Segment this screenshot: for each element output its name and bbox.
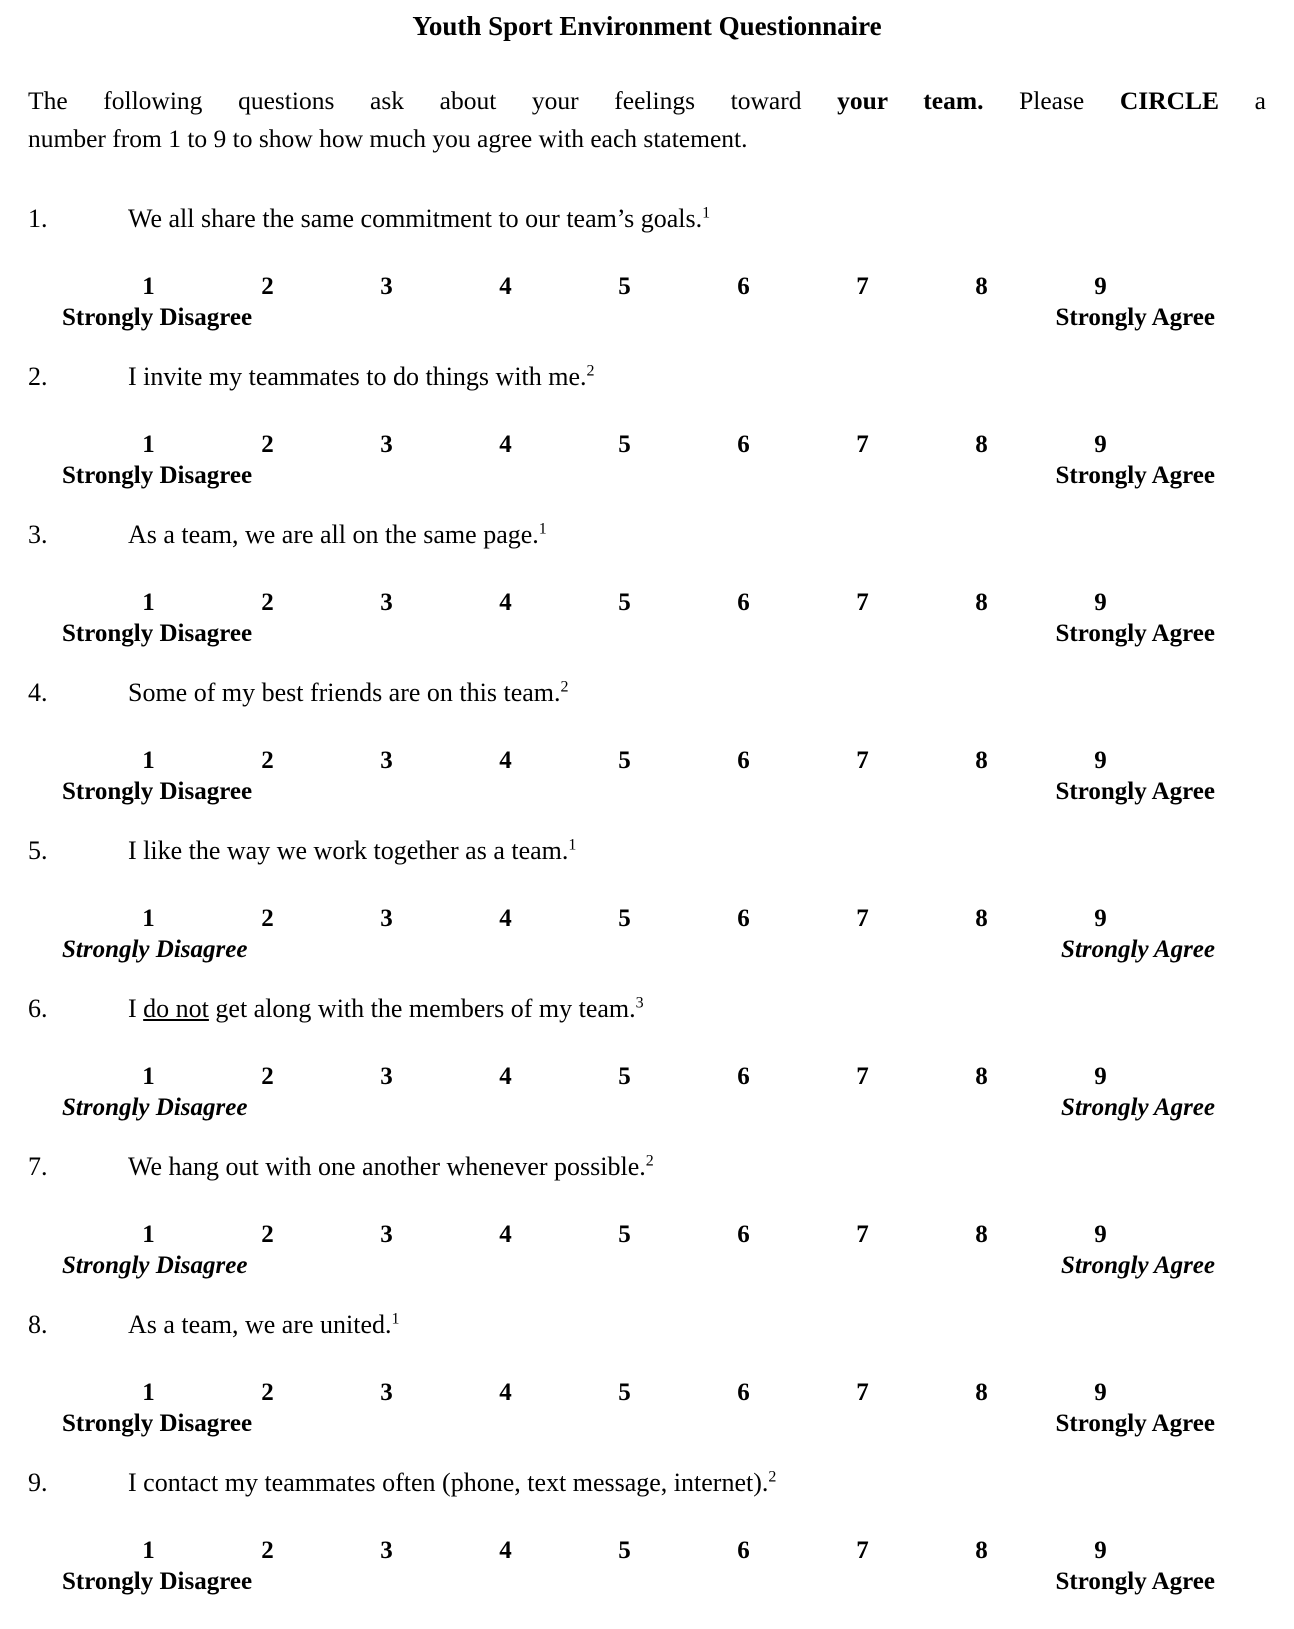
question-text xyxy=(128,834,576,868)
scale-label-strongly-agree: Strongly Agree xyxy=(1055,1568,1215,1595)
scale-number-4[interactable]: 4 xyxy=(499,589,512,616)
scale-number-3[interactable]: 3 xyxy=(380,1537,393,1564)
scale-number-2[interactable]: 2 xyxy=(261,1063,274,1090)
question-text-segment: We hang out with one another whenever possible. xyxy=(128,1152,646,1181)
rating-scale-labels xyxy=(28,460,1266,492)
footnote-superscript: 1 xyxy=(391,1310,400,1328)
rating-scale xyxy=(28,430,1266,492)
scale-number-1[interactable]: 1 xyxy=(142,1063,155,1090)
scale-number-8[interactable]: 8 xyxy=(975,273,988,300)
scale-number-4[interactable]: 4 xyxy=(499,905,512,932)
scale-number-5[interactable]: 5 xyxy=(618,1221,631,1248)
scale-number-8[interactable]: 8 xyxy=(975,1063,988,1090)
scale-label-strongly-disagree: Strongly Disagree xyxy=(62,778,253,805)
scale-number-2[interactable]: 2 xyxy=(261,1379,274,1406)
rating-scale-labels xyxy=(28,302,1266,334)
scale-label-strongly-agree: Strongly Agree xyxy=(1055,778,1215,805)
question-block-1 xyxy=(28,202,1266,334)
scale-number-1[interactable]: 1 xyxy=(142,431,155,458)
rating-scale-numbers xyxy=(89,1378,1266,1408)
scale-number-1[interactable]: 1 xyxy=(142,1379,155,1406)
question-number: 6. xyxy=(28,994,48,1023)
question-line xyxy=(28,202,1266,236)
rating-scale-numbers xyxy=(89,746,1266,776)
scale-label-strongly-disagree: Strongly Disagree xyxy=(62,462,253,489)
scale-number-3[interactable]: 3 xyxy=(380,1379,393,1406)
scale-number-1[interactable]: 1 xyxy=(142,1221,155,1248)
question-list xyxy=(28,202,1266,1598)
scale-number-2[interactable]: 2 xyxy=(261,589,274,616)
question-number: 2. xyxy=(28,362,48,391)
intro-bold-your-team: your team. xyxy=(837,86,984,115)
question-block-3 xyxy=(28,518,1266,650)
question-number: 9. xyxy=(28,1468,48,1497)
scale-number-5[interactable]: 5 xyxy=(618,1537,631,1564)
scale-number-2[interactable]: 2 xyxy=(261,1537,274,1564)
scale-label-strongly-agree: Strongly Agree xyxy=(1061,1252,1215,1279)
scale-number-2[interactable]: 2 xyxy=(261,1221,274,1248)
rating-scale-numbers xyxy=(89,1062,1266,1092)
scale-number-8[interactable]: 8 xyxy=(975,747,988,774)
scale-number-4[interactable]: 4 xyxy=(499,1063,512,1090)
question-text xyxy=(128,202,710,236)
intro-text: a xyxy=(1219,86,1266,115)
scale-number-7[interactable]: 7 xyxy=(856,273,869,300)
question-number: 4. xyxy=(28,678,48,707)
scale-number-5[interactable]: 5 xyxy=(618,747,631,774)
question-line xyxy=(28,1150,1266,1184)
scale-number-5[interactable]: 5 xyxy=(618,589,631,616)
scale-number-6[interactable]: 6 xyxy=(737,905,750,932)
scale-number-7[interactable]: 7 xyxy=(856,431,869,458)
scale-number-1[interactable]: 1 xyxy=(142,905,155,932)
question-text xyxy=(128,360,595,394)
scale-number-5[interactable]: 5 xyxy=(618,273,631,300)
scale-number-2[interactable]: 2 xyxy=(261,431,274,458)
scale-number-8[interactable]: 8 xyxy=(975,589,988,616)
rating-scale xyxy=(28,272,1266,334)
scale-number-4[interactable]: 4 xyxy=(499,273,512,300)
scale-number-9[interactable]: 9 xyxy=(1094,747,1107,774)
question-line xyxy=(28,834,1266,868)
scale-number-5[interactable]: 5 xyxy=(618,905,631,932)
scale-number-6[interactable]: 6 xyxy=(737,431,750,458)
rating-scale xyxy=(28,1062,1266,1124)
question-text-segment: We all share the same commitment to our team’s goals. xyxy=(128,204,703,233)
scale-label-strongly-agree: Strongly Agree xyxy=(1055,620,1215,647)
question-line xyxy=(28,360,1266,394)
scale-number-4[interactable]: 4 xyxy=(499,1221,512,1248)
scale-number-1[interactable]: 1 xyxy=(142,747,155,774)
scale-number-3[interactable]: 3 xyxy=(380,905,393,932)
question-number: 3. xyxy=(28,520,48,549)
scale-number-3[interactable]: 3 xyxy=(380,273,393,300)
rating-scale-labels xyxy=(28,618,1266,650)
scale-number-2[interactable]: 2 xyxy=(261,905,274,932)
scale-number-5[interactable]: 5 xyxy=(618,1379,631,1406)
scale-number-6[interactable]: 6 xyxy=(737,589,750,616)
scale-label-strongly-agree: Strongly Agree xyxy=(1055,304,1215,331)
scale-label-strongly-disagree: Strongly Disagree xyxy=(62,1568,253,1595)
question-text-underlined: do not xyxy=(143,994,209,1023)
scale-number-6[interactable]: 6 xyxy=(737,1379,750,1406)
scale-number-5[interactable]: 5 xyxy=(618,1063,631,1090)
question-number: 1. xyxy=(28,204,48,233)
rating-scale-labels xyxy=(28,1250,1266,1282)
footnote-superscript: 1 xyxy=(702,204,711,222)
scale-number-6[interactable]: 6 xyxy=(737,273,750,300)
rating-scale-labels xyxy=(28,1092,1266,1124)
question-text xyxy=(128,1308,400,1342)
question-line xyxy=(28,676,1266,710)
question-block-2 xyxy=(28,360,1266,492)
intro-line-1 xyxy=(28,82,1266,120)
question-text xyxy=(128,1150,654,1184)
scale-number-7[interactable]: 7 xyxy=(856,905,869,932)
scale-number-1[interactable]: 1 xyxy=(142,1537,155,1564)
question-text-segment: Some of my best friends are on this team. xyxy=(128,678,561,707)
scale-number-6[interactable]: 6 xyxy=(737,1063,750,1090)
scale-number-6[interactable]: 6 xyxy=(737,747,750,774)
scale-number-2[interactable]: 2 xyxy=(261,273,274,300)
rating-scale-labels xyxy=(28,1408,1266,1440)
rating-scale-numbers xyxy=(89,430,1266,460)
intro-text: The following questions ask about your feelings toward xyxy=(28,86,838,115)
footnote-superscript: 2 xyxy=(645,1152,654,1170)
intro-text: Please xyxy=(983,86,1120,115)
scale-number-7[interactable]: 7 xyxy=(856,1379,869,1406)
scale-label-strongly-disagree: Strongly Disagree xyxy=(62,936,248,963)
scale-number-8[interactable]: 8 xyxy=(975,1379,988,1406)
rating-scale-numbers xyxy=(89,588,1266,618)
footnote-superscript: 2 xyxy=(586,362,595,380)
question-text-segment: As a team, we are all on the same page. xyxy=(128,520,539,549)
question-block-8 xyxy=(28,1308,1266,1440)
scale-number-9[interactable]: 9 xyxy=(1094,1063,1107,1090)
scale-number-4[interactable]: 4 xyxy=(499,747,512,774)
scale-number-5[interactable]: 5 xyxy=(618,431,631,458)
scale-number-1[interactable]: 1 xyxy=(142,589,155,616)
question-number: 5. xyxy=(28,836,48,865)
scale-label-strongly-disagree: Strongly Disagree xyxy=(62,1410,253,1437)
scale-number-9[interactable]: 9 xyxy=(1094,1221,1107,1248)
scale-number-3[interactable]: 3 xyxy=(380,1063,393,1090)
question-text xyxy=(128,676,569,710)
intro-line-2: number from 1 to 9 to show how much you agree with each statement. xyxy=(28,124,748,153)
scale-number-6[interactable]: 6 xyxy=(737,1537,750,1564)
question-line xyxy=(28,1466,1266,1500)
page-title: Youth Sport Environment Questionnaire xyxy=(412,11,882,41)
rating-scale-numbers xyxy=(89,1536,1266,1566)
rating-scale-labels xyxy=(28,776,1266,808)
question-text-segment: I like the way we work together as a team. xyxy=(128,836,569,865)
scale-number-3[interactable]: 3 xyxy=(380,747,393,774)
scale-number-8[interactable]: 8 xyxy=(975,1537,988,1564)
scale-number-6[interactable]: 6 xyxy=(737,1221,750,1248)
rating-scale-numbers xyxy=(89,1220,1266,1250)
scale-number-7[interactable]: 7 xyxy=(856,1063,869,1090)
question-text xyxy=(128,992,644,1026)
rating-scale-numbers xyxy=(89,904,1266,934)
question-number: 7. xyxy=(28,1152,48,1181)
footnote-superscript: 2 xyxy=(560,678,569,696)
scale-number-9[interactable]: 9 xyxy=(1094,589,1107,616)
rating-scale xyxy=(28,1220,1266,1282)
scale-label-strongly-agree: Strongly Agree xyxy=(1061,1094,1215,1121)
rating-scale xyxy=(28,588,1266,650)
rating-scale xyxy=(28,746,1266,808)
scale-number-3[interactable]: 3 xyxy=(380,1221,393,1248)
scale-number-7[interactable]: 7 xyxy=(856,589,869,616)
question-text-segment: As a team, we are united. xyxy=(128,1310,392,1339)
footnote-superscript: 2 xyxy=(768,1468,777,1486)
scale-number-4[interactable]: 4 xyxy=(499,431,512,458)
scale-number-9[interactable]: 9 xyxy=(1094,905,1107,932)
rating-scale-labels xyxy=(28,1566,1266,1598)
scale-number-4[interactable]: 4 xyxy=(499,1537,512,1564)
scale-number-1[interactable]: 1 xyxy=(142,273,155,300)
scale-number-8[interactable]: 8 xyxy=(975,431,988,458)
intro-paragraph xyxy=(28,82,1266,158)
question-text xyxy=(128,518,547,552)
question-block-6 xyxy=(28,992,1266,1124)
scale-number-4[interactable]: 4 xyxy=(499,1379,512,1406)
question-text-segment: I contact my teammates often (phone, text message, internet). xyxy=(128,1468,769,1497)
question-block-4 xyxy=(28,676,1266,808)
question-line xyxy=(28,518,1266,552)
scale-number-9[interactable]: 9 xyxy=(1094,1537,1107,1564)
scale-number-7[interactable]: 7 xyxy=(856,747,869,774)
footnote-superscript: 3 xyxy=(635,994,644,1012)
question-text-segment: I xyxy=(128,994,144,1023)
scale-number-3[interactable]: 3 xyxy=(380,589,393,616)
question-line xyxy=(28,1308,1266,1342)
scale-label-strongly-agree: Strongly Agree xyxy=(1055,1410,1215,1437)
scale-label-strongly-agree: Strongly Agree xyxy=(1055,462,1215,489)
rating-scale xyxy=(28,1378,1266,1440)
question-block-5 xyxy=(28,834,1266,966)
scale-number-9[interactable]: 9 xyxy=(1094,1379,1107,1406)
scale-number-3[interactable]: 3 xyxy=(380,431,393,458)
rating-scale-labels xyxy=(28,934,1266,966)
rating-scale xyxy=(28,1536,1266,1598)
question-text-segment: get along with the members of my team. xyxy=(208,994,636,1023)
scale-label-strongly-disagree: Strongly Disagree xyxy=(62,1252,248,1279)
rating-scale xyxy=(28,904,1266,966)
question-line xyxy=(28,992,1266,1026)
scale-label-strongly-disagree: Strongly Disagree xyxy=(62,620,253,647)
scale-number-2[interactable]: 2 xyxy=(261,747,274,774)
scale-number-9[interactable]: 9 xyxy=(1094,273,1107,300)
question-number: 8. xyxy=(28,1310,48,1339)
scale-number-7[interactable]: 7 xyxy=(856,1537,869,1564)
question-text-segment: I invite my teammates to do things with me. xyxy=(128,362,587,391)
footnote-superscript: 1 xyxy=(568,836,577,854)
intro-bold-circle: CIRCLE xyxy=(1119,86,1220,115)
rating-scale-numbers xyxy=(89,272,1266,302)
scale-number-9[interactable]: 9 xyxy=(1094,431,1107,458)
question-text xyxy=(128,1466,776,1500)
scale-label-strongly-disagree: Strongly Disagree xyxy=(62,304,253,331)
scale-number-7[interactable]: 7 xyxy=(856,1221,869,1248)
footnote-superscript: 1 xyxy=(538,520,547,538)
scale-number-8[interactable]: 8 xyxy=(975,1221,988,1248)
scale-label-strongly-agree: Strongly Agree xyxy=(1061,936,1215,963)
scale-label-strongly-disagree: Strongly Disagree xyxy=(62,1094,248,1121)
question-block-7 xyxy=(28,1150,1266,1282)
scale-number-8[interactable]: 8 xyxy=(975,905,988,932)
question-block-9 xyxy=(28,1466,1266,1598)
